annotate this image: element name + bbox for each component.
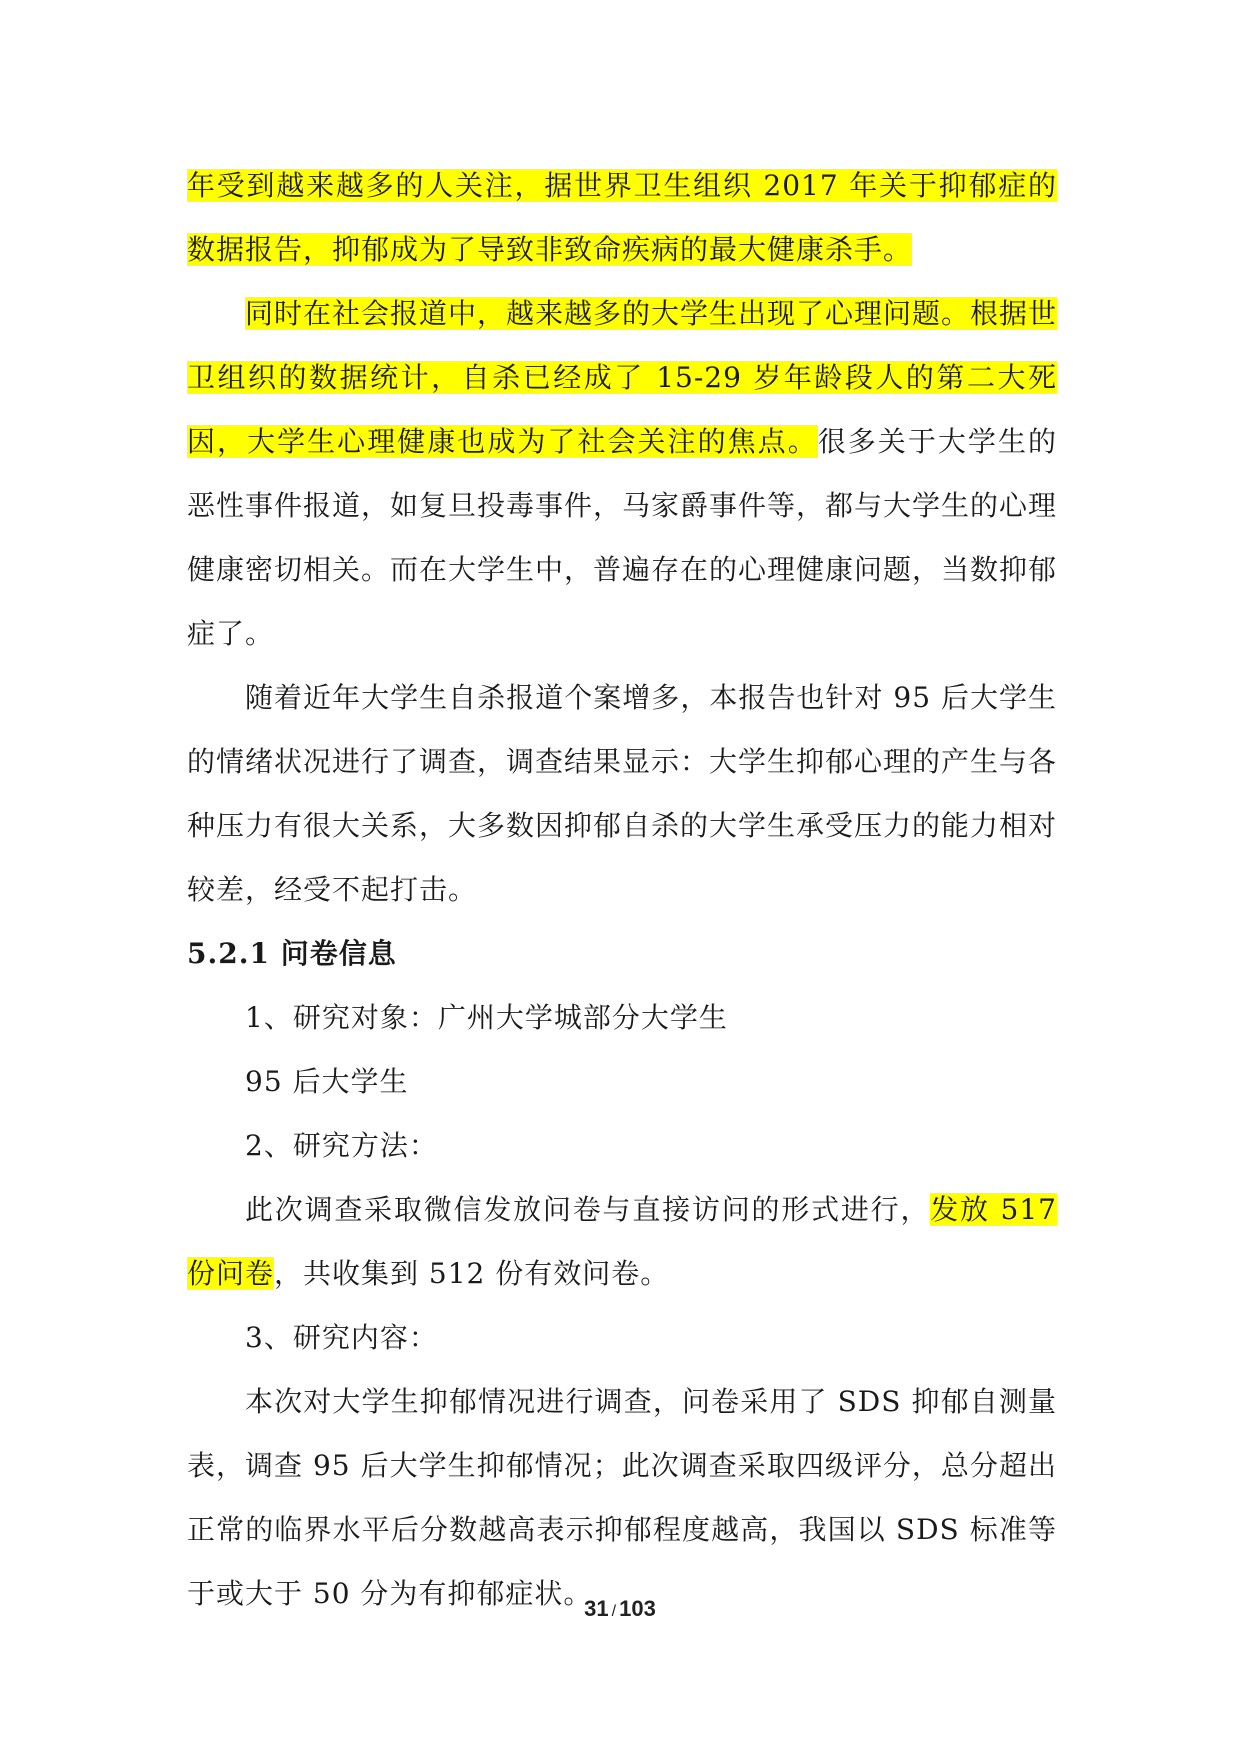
total-pages: 103 (619, 1596, 656, 1621)
page-separator: / (611, 1603, 617, 1620)
paragraph-5: 本次对大学生抑郁情况进行调查，问卷采用了 SDS 抑郁自测量表，调查 95 后大学生抑郁情况；此次调查采取四级评分，总分超出正常的临界水平后分数越高表示抑郁程度越高，我国以 SDS 标准等于或大于 50 分为有抑郁症状。 (187, 1385, 1057, 1610)
list-item-1-detail: 95 后大学生 (245, 1065, 409, 1098)
paragraph-4-a: 此次调查采取微信发放问卷与直接访问的形式进行， (245, 1193, 931, 1226)
body-text (187, 154, 1057, 1626)
highlight-2: 同时在社会报道中，越来越多的大学生出现了心理问题。根据世卫组织的数据统计，自杀已经成了 15-29 岁年龄段人的第二大死因，大学生心理健康也成为了社会关注的焦点。 (187, 297, 1058, 458)
paragraph-1 (187, 154, 1057, 282)
highlight-1: 年受到越来越多的人关注，据世界卫生组织 2017 年关于抑郁症的数据报告，抑郁成为了导致非致命疾病的最大健康杀手。 (187, 169, 1057, 266)
paragraph-4-b: ，共收集到 512 份有效问卷。 (274, 1257, 670, 1290)
list-item-3: 3、研究内容： (245, 1321, 438, 1354)
current-page: 31 (584, 1596, 609, 1621)
paragraph-2-rest: 很多关于大学生的恶性事件报道，如复旦投毒事件，马家爵事件等，都与大学生的心理健康密切相关。而在大学生中，普遍存在的心理健康问题，当数抑郁症了。 (187, 425, 1058, 650)
list-item-1: 1、研究对象：广州大学城部分大学生 (245, 1001, 728, 1034)
list-item-2: 2、研究方法： (245, 1129, 438, 1162)
paragraph-3: 随着近年大学生自杀报道个案增多，本报告也针对 95 后大学生的情绪状况进行了调查，调查结果显示：大学生抑郁心理的产生与各种压力有很大关系，大多数因抑郁自杀的大学生承受压力的能力相对较差，经受不起打击。 (187, 681, 1058, 906)
highlight-3: 发放 517 份问卷 (187, 1193, 1057, 1290)
paragraph-4 (187, 1178, 1057, 1306)
page-number (0, 1596, 1240, 1622)
section-heading: 5.2.1 问卷信息 (187, 937, 397, 970)
paragraph-2 (187, 282, 1057, 666)
